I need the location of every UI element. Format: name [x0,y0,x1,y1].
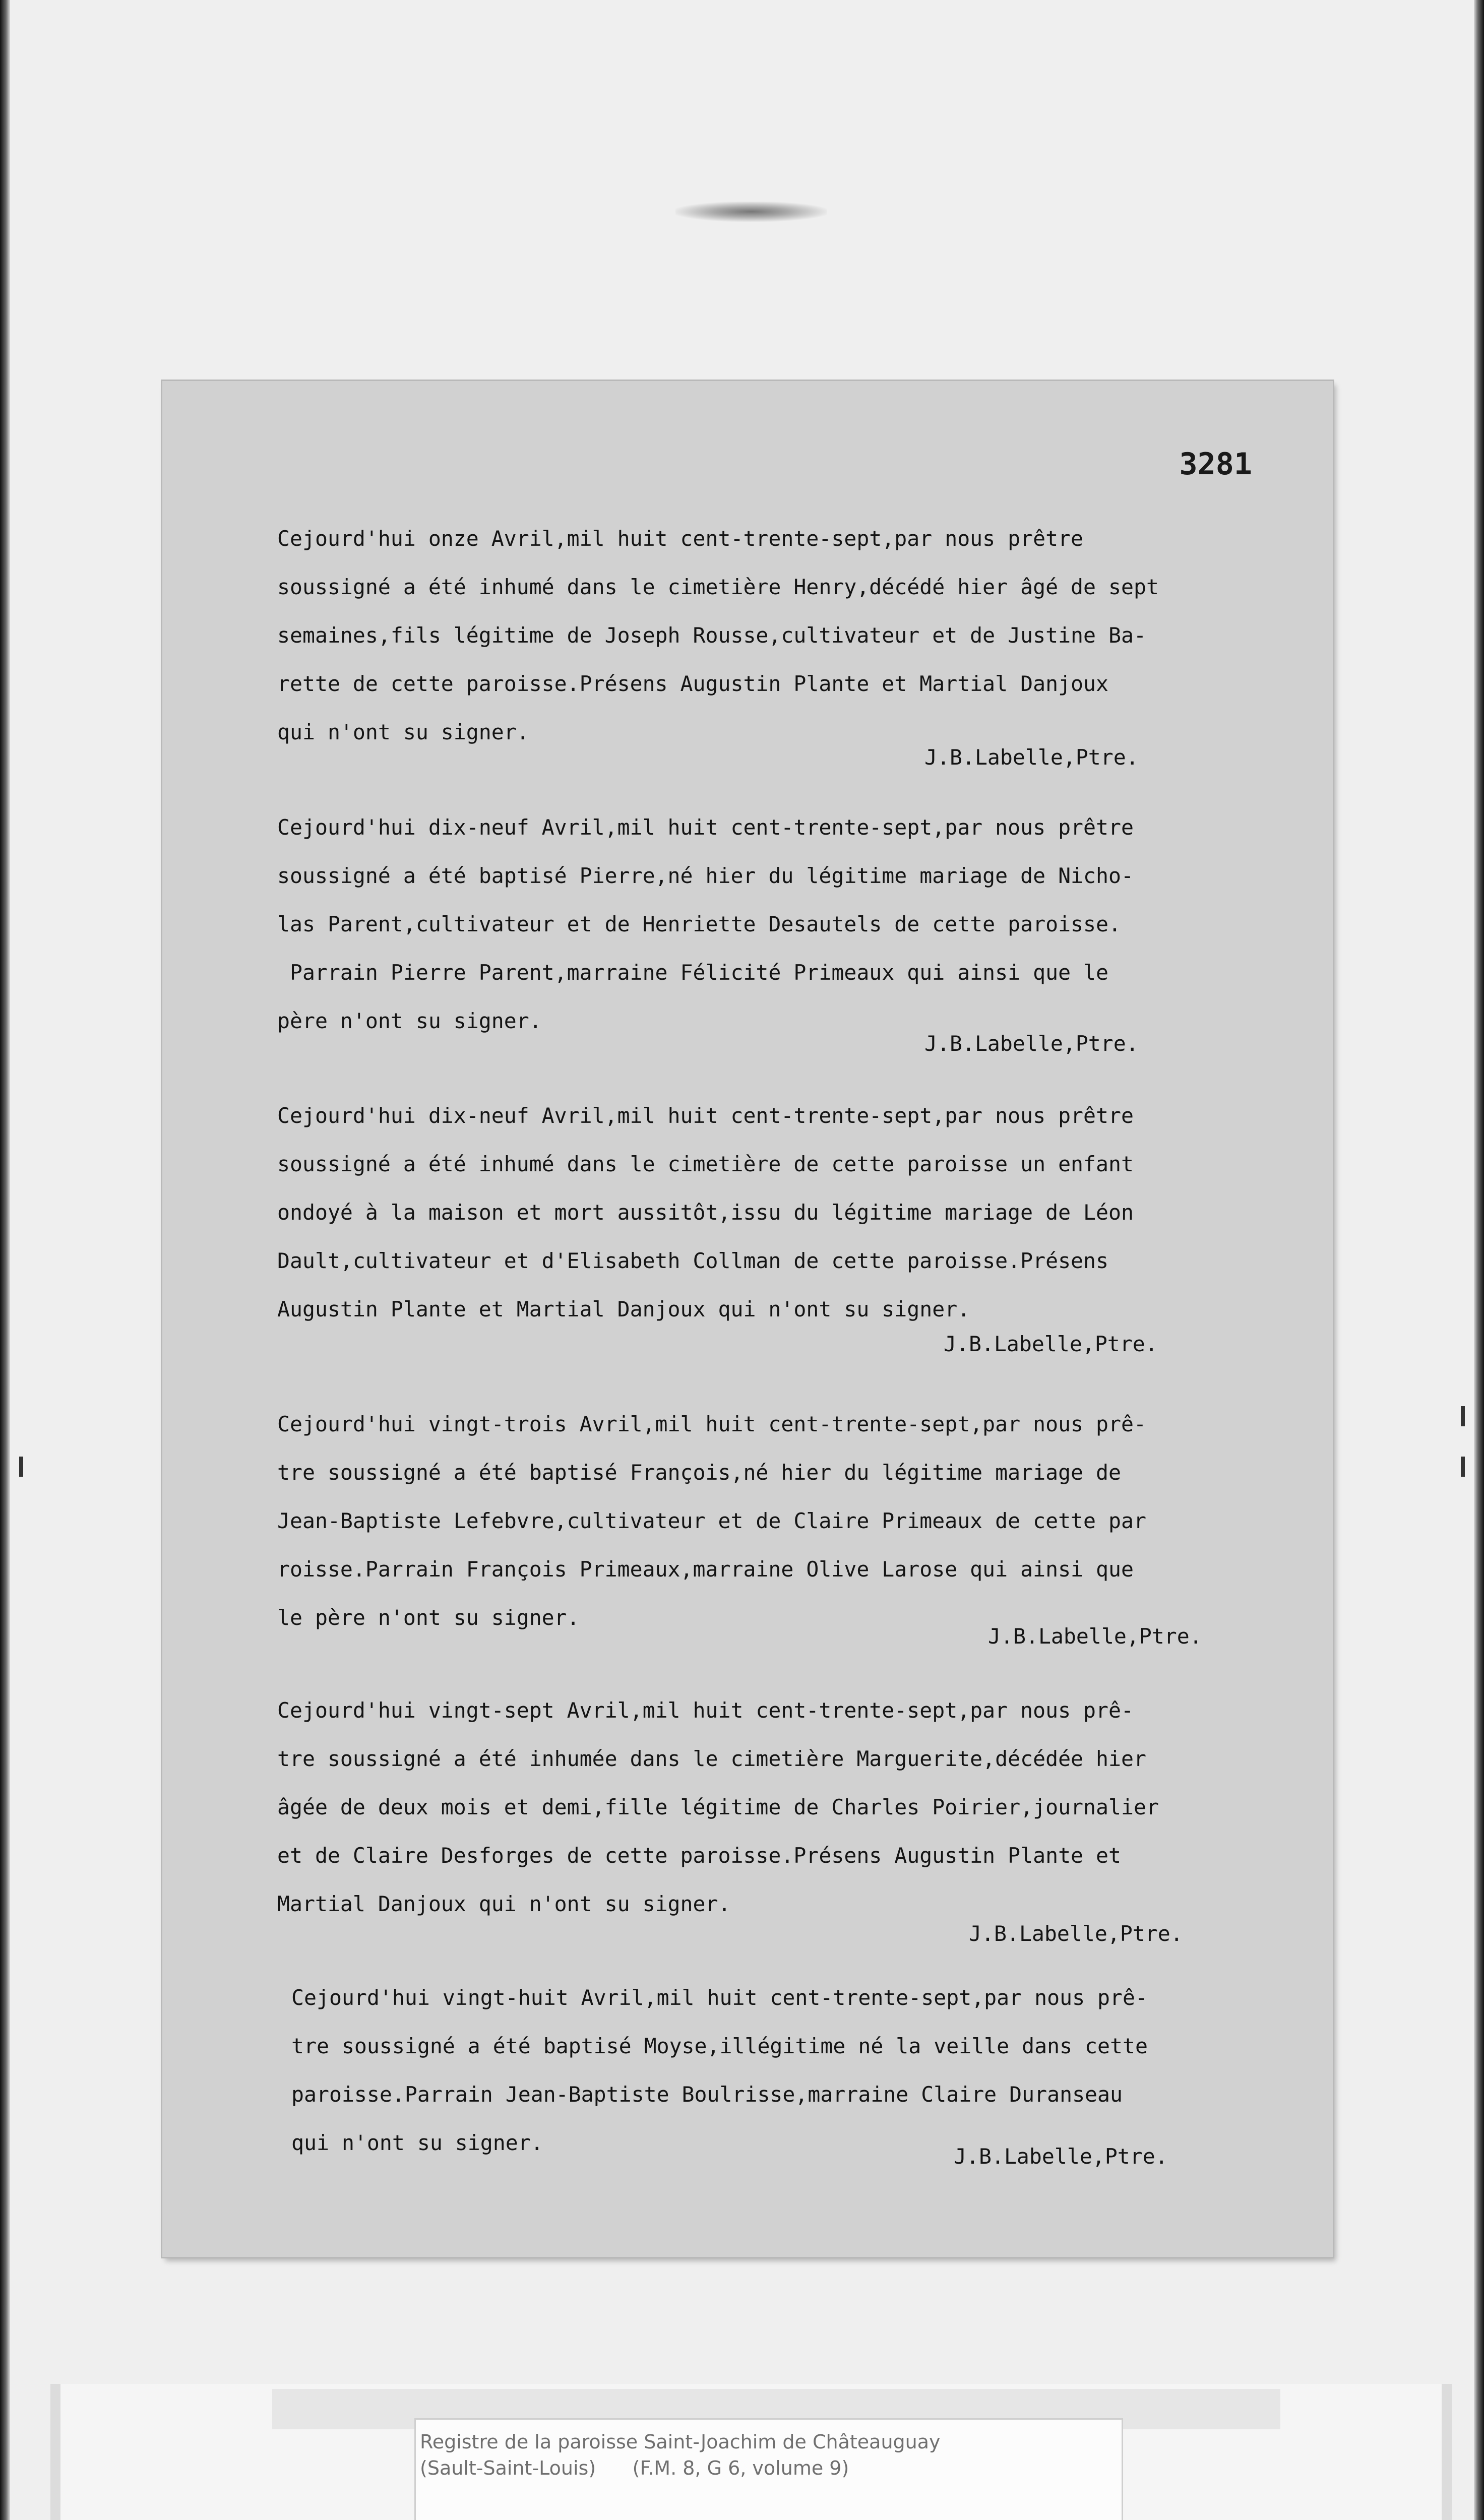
entry-line: le père n'ont su signer. [277,1605,580,1630]
entry-line: Cejourd'hui dix-neuf Avril,mil huit cent-trente-sept,par nous prêtre [277,1103,1134,1128]
entry-line: paroisse.Parrain Jean-Baptiste Boulrisse,marraine Claire Duranseau [291,2082,1123,2107]
film-tick-mark [1461,1406,1465,1426]
entry-line: qui n'ont su signer. [291,2130,543,2155]
source-reference-box [414,2418,1123,2520]
register-entry [277,1092,1295,1334]
entry-line: tre soussigné a été baptisé François,né hier du légitime mariage de [277,1460,1122,1485]
entry-line: Cejourd'hui dix-neuf Avril,mil huit cent-trente-sept,par nous prêtre [277,815,1134,840]
priest-signature: J.B.Labelle,Ptre. [954,2144,1168,2169]
entry-line: Martial Danjoux qui n'ont su signer. [277,1892,731,1916]
film-border-left [0,0,10,2520]
register-entry [277,515,1295,757]
register-entry [291,1974,1310,2167]
entry-line: tre soussigné a été baptisé Moyse,illégitime né la veille dans cette [291,2034,1148,2058]
page-number: 3281 [1179,447,1252,482]
entry-line: soussigné a été inhumé dans le cimetière de cette paroisse un enfant [277,1152,1134,1176]
entry-line: rette de cette paroisse.Présens Augustin Plante et Martial Danjoux [277,671,1109,696]
entry-line: père n'ont su signer. [277,1009,542,1033]
priest-signature: J.B.Labelle,Ptre. [924,1031,1139,1056]
film-tick-mark [19,1457,23,1477]
entry-line: Augustin Plante et Martial Danjoux qui n'ont su signer. [277,1297,970,1321]
entry-line: et de Claire Desforges de cette paroisse.Présens Augustin Plante et [277,1843,1122,1868]
film-smudge [675,202,827,222]
film-tick-mark [1461,1457,1465,1477]
priest-signature: J.B.Labelle,Ptre. [944,1332,1158,1356]
register-entry [277,1400,1295,1642]
entry-line: Cejourd'hui vingt-sept Avril,mil huit cent-trente-sept,par nous prê- [277,1698,1134,1723]
entry-line: Cejourd'hui vingt-huit Avril,mil huit cent-trente-sept,par nous prê- [291,1985,1148,2010]
entry-line: soussigné a été baptisé Pierre,né hier du légitime mariage de Nicho- [277,863,1134,888]
entry-line: Parrain Pierre Parent,marraine Félicité Primeaux qui ainsi que le [277,960,1109,985]
entry-line: soussigné a été inhumé dans le cimetière Henry,décédé hier âgé de sept [277,575,1159,599]
entry-line: qui n'ont su signer. [277,720,529,744]
entry-line: semaines,fils légitime de Joseph Rousse,cultivateur et de Justine Ba- [277,623,1146,648]
entry-line: Jean-Baptiste Lefebvre,cultivateur et de Claire Primeaux de cette par [277,1508,1146,1533]
entry-line: las Parent,cultivateur et de Henriette Desautels de cette paroisse. [277,912,1122,936]
priest-signature: J.B.Labelle,Ptre. [969,1921,1183,1946]
film-border-right [1474,0,1484,2520]
source-line-parish: Registre de la paroisse Saint-Joachim de Châteauguay [420,2431,941,2453]
register-page [162,381,1333,2257]
entry-line: ondoyé à la maison et mort aussitôt,issu du légitime mariage de Léon [277,1200,1134,1225]
entry-line: roisse.Parrain François Primeaux,marraine Olive Larose qui ainsi que [277,1557,1134,1582]
register-entry [277,803,1295,1045]
priest-signature: J.B.Labelle,Ptre. [924,745,1139,770]
entry-line: Cejourd'hui onze Avril,mil huit cent-trente-sept,par nous prêtre [277,526,1084,551]
entry-line: tre soussigné a été inhumée dans le cimetière Marguerite,décédée hier [277,1746,1146,1771]
entry-line: Dault,cultivateur et d'Elisabeth Collman de cette paroisse.Présens [277,1248,1109,1273]
priest-signature: J.B.Labelle,Ptre. [988,1624,1202,1649]
entry-line: Cejourd'hui vingt-trois Avril,mil huit cent-trente-sept,par nous prê- [277,1412,1146,1436]
source-line-reference: (Sault-Saint-Louis) (F.M. 8, G 6, volume 9) [420,2457,849,2479]
register-entry [277,1686,1295,1928]
entry-line: âgée de deux mois et demi,fille légitime de Charles Poirier,journalier [277,1795,1159,1819]
